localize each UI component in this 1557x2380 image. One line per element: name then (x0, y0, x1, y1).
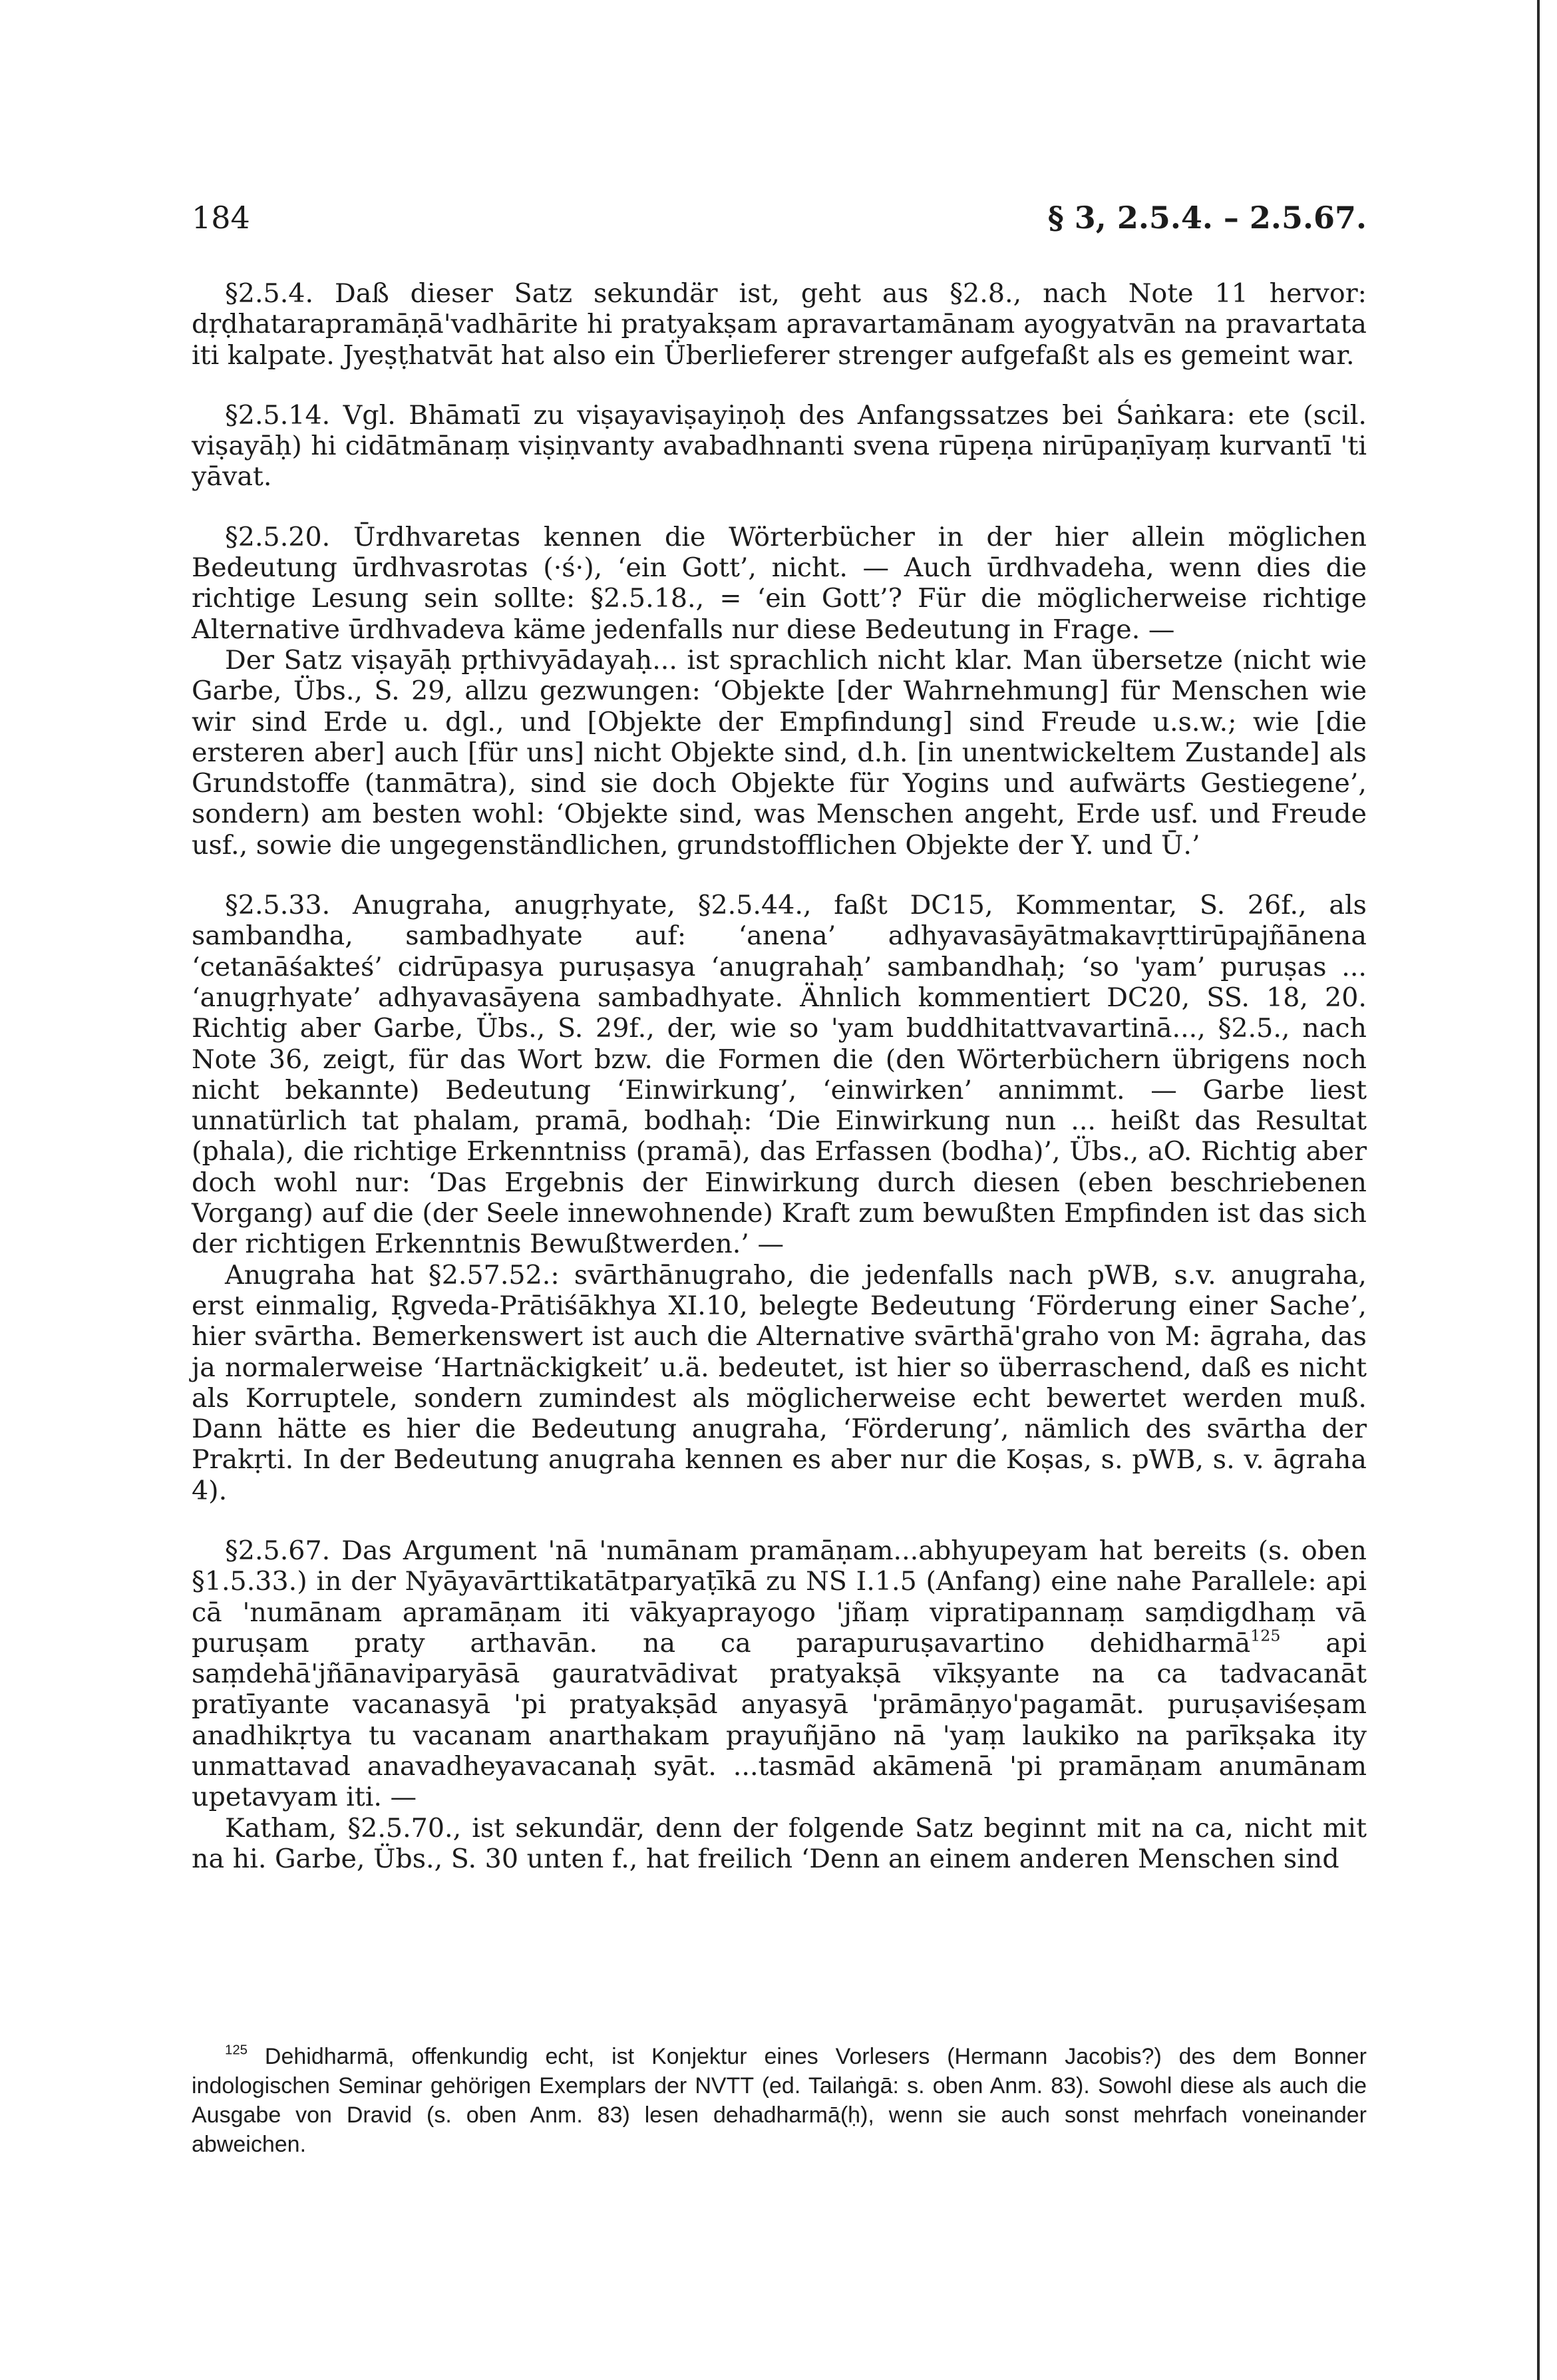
section-reference: § 3, 2.5.4. – 2.5.67. (1047, 200, 1367, 236)
paragraph-anugraha: Anugraha hat §2.57.52.: svārthānugraho, die jedenfalls nach pWB, s.v. anugraha, erst einmalig, Ṛgveda-Prātiśākhya XI.10, belegte Bedeutung ‘Förderung einer Sache’, hier svārtha. Bemerkenswert ist auch die Alternative svārthā'graho von M: āgraha, das ja normalerweise ‘Hartnäckigkeit’ u.ä. bedeutet, ist hier so überraschend, daß es nicht als Korruptele, sondern zumindest als möglicherweise echt bewertet werden muß. Dann hätte es hier die Bedeutung anugraha, ‘Förderung’, nämlich des svārtha der Prakṛti. In der Bedeutung anugraha kennen es aber nur die Koṣas, s. pWB, s. v. āgraha 4). (192, 1259, 1367, 1506)
paragraph-visaya: Der Satz viṣayāḥ pṛthivyādayaḥ... ist sprachlich nicht klar. Man übersetze (nicht wie Garbe, Übs., S. 29, allzu gezwungen: ‘Objekte [der Wahrnehmung] für Menschen wie wir sind Erde u. dgl., und [Objekte der Empfindung] sind Freude u.s.w.; wie [die ersteren aber] auch [für uns] nicht Objekte sind, d.h. [in unentwickeltem Zustande] als Grundstoffe (tanmātra), sind sie doch Objekte für Yogins und aufwärts Gestiegene’, sondern) am besten wohl: ‘Objekte sind, was Menschen angeht, Erde usf. und Freude usf., sowie die ungegenständlichen, grundstofflichen Objekte der Y. und Ū.’ (192, 644, 1367, 861)
footnote-text: Dehidharmā, offenkundig echt, ist Konjektur eines Vorlesers (Hermann Jacobis?) des dem Bonner indologischen Seminar gehörigen Exemplars der NVTT (ed. Tailaṅgā: s. oben Anm. 83). Sowohl diese als auch die Ausgabe von Dravid (s. oben Anm. 83) lesen dehadharmā(ḥ), wenn sie auch sonst mehrfach voneinander abweichen. (192, 2044, 1367, 2157)
paragraph-katham: Katham, §2.5.70., ist sekundär, denn der folgende Satz beginnt mit na ca, nicht mit na hi. Garbe, Übs., S. 30 unten f., hat freilich ‘Denn an einem anderen Menschen sind (192, 1812, 1367, 1874)
body-text (192, 278, 1367, 1874)
paragraph-2-5-14: §2.5.14. Vgl. Bhāmatī zu viṣayaviṣayiṇoḥ des Anfangssatzes bei Śaṅkara: ete (scil. viṣayāḥ) hi cidātmānaṃ viṣiṇvanty avabadhnanti svena rūpeṇa nirūpaṇīyaṃ kurvantī 'ti yāvat. (192, 399, 1367, 493)
footnote-number: 125 (225, 2043, 248, 2058)
paragraph-2-5-67 (192, 1535, 1367, 1813)
scan-edge-line (1537, 0, 1540, 2380)
paragraph-2-5-20: §2.5.20. Ūrdhvaretas kennen die Wörterbücher in der hier allein möglichen Bedeutung ūrdhvasrotas (·ś·), ‘ein Gott’, nicht. — Auch ūrdhvadeha, wenn dies die richtige Lesung sein sollte: §2.5.18., = ‘ein Gott’? Für die möglicherweise richtige Alternative ūrdhvadeva käme jedenfalls nur diese Bedeutung in Frage. — (192, 521, 1367, 645)
footnote-marker: 125 (1250, 1626, 1281, 1645)
paragraph-2-5-67-part2: api saṃdehā'jñānaviparyāsā gauratvādivat pratyakṣā vīkṣyante na ca tadvacanāt pratīyante vacanasyā 'pi pratyakṣād anyasyā 'prāmāṇyo'pagamāt. puruṣaviśeṣam anadhikṛtya tu vacanam anarthakam prayuñjāno nā 'yaṃ laukiko na parīkṣaka ity unmattavad anavadheyavacanaḥ syāt. ...tasmād akāmenā 'pi pramāṇam anumānam upetavyam iti. — (192, 1627, 1367, 1813)
paragraph-2-5-67-part1: §2.5.67. Das Argument 'nā 'numānam pramāṇam...abhyupeyam hat bereits (s. oben §1.5.33.) in der Nyāyavārttikatātparyaṭīkā zu NS I.1.5 (Anfang) eine nahe Parallele: api cā 'numānam apramāṇam iti vākyaprayogo 'jñaṃ vipratipannaṃ saṃdigdhaṃ vā puruṣam praty arthavān. na ca parapuruṣavartino dehidharmā (192, 1535, 1367, 1659)
paragraph-2-5-4: §2.5.4. Daß dieser Satz sekundär ist, geht aus §2.8., nach Note 11 hervor: dṛḍhatarapramāṇā'vadhārite hi pratyakṣam apravartamānam ayogyatvān na pravartata iti kalpate. Jyeṣṭhatvāt hat also ein Überlieferer strenger aufgefaßt als es gemeint war. (192, 278, 1367, 371)
footnote (192, 2042, 1367, 2159)
page-number: 184 (192, 200, 250, 236)
paragraph-2-5-33: §2.5.33. Anugraha, anugṛhyate, §2.5.44., faßt DC15, Kommentar, S. 26f., als sambandha, sambadhyate auf: ‘anena’ adhyavasāyātmakavṛttirūpajñānena ‘cetanāśakteś’ cidrūpasya puruṣasya ‘anugrahaḥ’ sambandhaḥ; ‘so 'yam’ puruṣas ... ‘anugṛhyate’ adhyavasāyena sambadhyate. Ähnlich kommentiert DC20, SS. 18, 20. Richtig aber Garbe, Übs., S. 29f., der, wie so 'yam buddhitattvavartinā..., §2.5., nach Note 36, zeigt, für das Wort bzw. die Formen die (den Wörterbüchern übrigens noch nicht bekannte) Bedeutung ‘Einwirkung’, ‘einwirken’ annimmt. — Garbe liest unnatürlich tat phalam, pramā, bodhaḥ: ‘Die Einwirkung nun ... heißt das Resultat (phala), die richtige Erkenntniss (pramā), das Erfassen (bodha)’, Übs., aO. Richtig aber doch wohl nur: ‘Das Ergebnis der Einwirkung durch diesen (eben beschriebenen Vorgang) auf die (der Seele innewohnende) Kraft zum bewußten Empfinden ist das sich der richtigen Erkenntnis Bewußtwerden.’ — (192, 890, 1367, 1260)
footnote-125 (192, 2042, 1367, 2159)
page-header (192, 200, 1367, 253)
